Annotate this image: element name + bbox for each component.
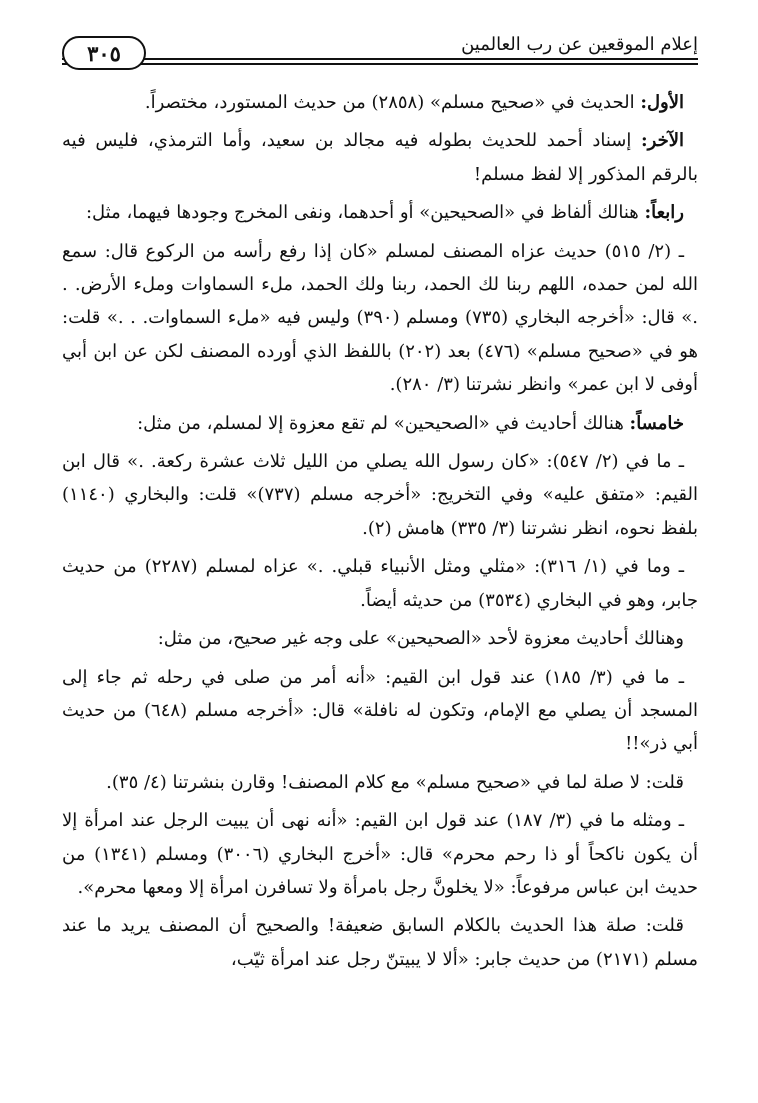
paragraph <box>62 235 698 402</box>
body-text <box>62 86 698 981</box>
page-header <box>62 30 698 68</box>
paragraph-text: هنالك ألفاظ في «الصحيحين» أو أحدهما، ونفى المخرج وجودها فيهما، مثل: <box>85 202 645 224</box>
paragraph-text: هنالك أحاديث في «الصحيحين» لم تقع معزوة إلا لمسلم، من مثل: <box>137 412 630 434</box>
paragraph-text: ـ (٢/ ٥١٥) حديث عزاه المصنف لمسلم «كان إذا رفع رأسه من الركوع قال: سمع الله لمن حمده، اللهم ربنا لك الحمد، ربنا ولك الحمد، ملء السماوات وملء الأرض. . .» قال: «أخرجه البخاري (٧٣٥) ومسلم (٣٩٠) وليس فيه «ملء السماوات. . .» قلت: هو في «صحيح مسلم» (٤٧٦) بعد (٢٠٢) باللفظ الذي أورده المصنف لكن عن ابن أبي أوفى لا ابن عمر» وانظر نشرتنا (٣/ ٢٨٠). <box>62 240 698 396</box>
paragraph-text: ـ ما في (٢/ ٥٤٧): «كان رسول الله يصلي من الليل ثلاث عشرة ركعة. .» قال ابن القيم: «متفق عليه» وفي التخريج: «أخرجه مسلم (٧٣٧)» قلت: والبخاري (١١٤٠) بلفظ نحوه، انظر نشرتنا (٣/ ٣٣٥) هامش (٢). <box>62 451 698 539</box>
paragraph-text: ـ ومثله ما في (٣/ ١٨٧) عند قول ابن القيم: «أنه نهى أن يبيت الرجل عند امرأة إلا أن يكون ناكحاً أو ذا رحم محرم» قال: «أخرج البخاري (٣٠٠٦) ومسلم (١٣٤١) من حديث ابن عباس مرفوعاً: «لا يخلونَّ رجل بامرأة ولا تسافرن امرأة إلا ومعها محرم». <box>62 810 698 898</box>
paragraph <box>62 661 698 761</box>
header-rule-top <box>62 58 698 60</box>
paragraph <box>62 445 698 545</box>
paragraph <box>62 766 698 799</box>
paragraph-label: خامساً: <box>629 412 684 434</box>
paragraph-text: وهنالك أحاديث معزوة لأحد «الصحيحين» على وجه غير صحيح، من مثل: <box>157 628 684 650</box>
paragraph-label: الأول: <box>640 92 684 113</box>
paragraph-text: إسناد أحمد للحديث بطوله فيه مجالد بن سعيد، وأما الترمذي، فليس فيه بالرقم المذكور إلا لفظ مسلم! <box>62 130 698 185</box>
paragraph-label: رابعاً: <box>644 202 684 224</box>
paragraph-text: قلت: لا صلة لما في «صحيح مسلم» مع كلام المصنف! وقارن بنشرتنا (٤/ ٣٥). <box>106 771 684 793</box>
paragraph <box>62 622 698 655</box>
header-rule-bottom <box>62 63 698 65</box>
paragraph <box>62 407 698 440</box>
paragraph <box>62 86 698 119</box>
paragraph-text: الحديث في «صحيح مسلم» (٢٨٥٨) من حديث المستورد، مختصراً. <box>144 92 641 113</box>
paragraph <box>62 804 698 904</box>
paragraph-label: الآخر: <box>641 130 684 152</box>
paragraph-text: ـ وما في (١/ ٣١٦): «مثلي ومثل الأنبياء قبلي. .» عزاه لمسلم (٢٢٨٧) من حديث جابر، وهو في البخاري (٣٥٣٤) من حديثه أيضاً. <box>62 556 698 611</box>
paragraph <box>62 550 698 617</box>
paragraph-text: ـ ما في (٣/ ١٨٥) عند قول ابن القيم: «أنه أمر من صلى في رحله ثم جاء إلى المسجد أن يصلي مع الإمام، وتكون له نافلة» قال: «أخرجه مسلم (٦٤٨) من حديث أبي ذر»!! <box>62 666 698 755</box>
paragraph <box>62 124 698 191</box>
paragraph-text: قلت: صلة هذا الحديث بالكلام السابق ضعيفة! والصحيح أن المصنف يريد ما عند مسلم (٢١٧١) من حديث جابر: «ألا لا يبيتنّ رجل عند امرأة ثيّب، <box>62 915 698 970</box>
paragraph <box>62 196 698 229</box>
page-number: ٣٠٥ <box>62 36 146 70</box>
running-title: إعلام الموقعين عن رب العالمين <box>461 34 698 55</box>
paragraph <box>62 909 698 976</box>
